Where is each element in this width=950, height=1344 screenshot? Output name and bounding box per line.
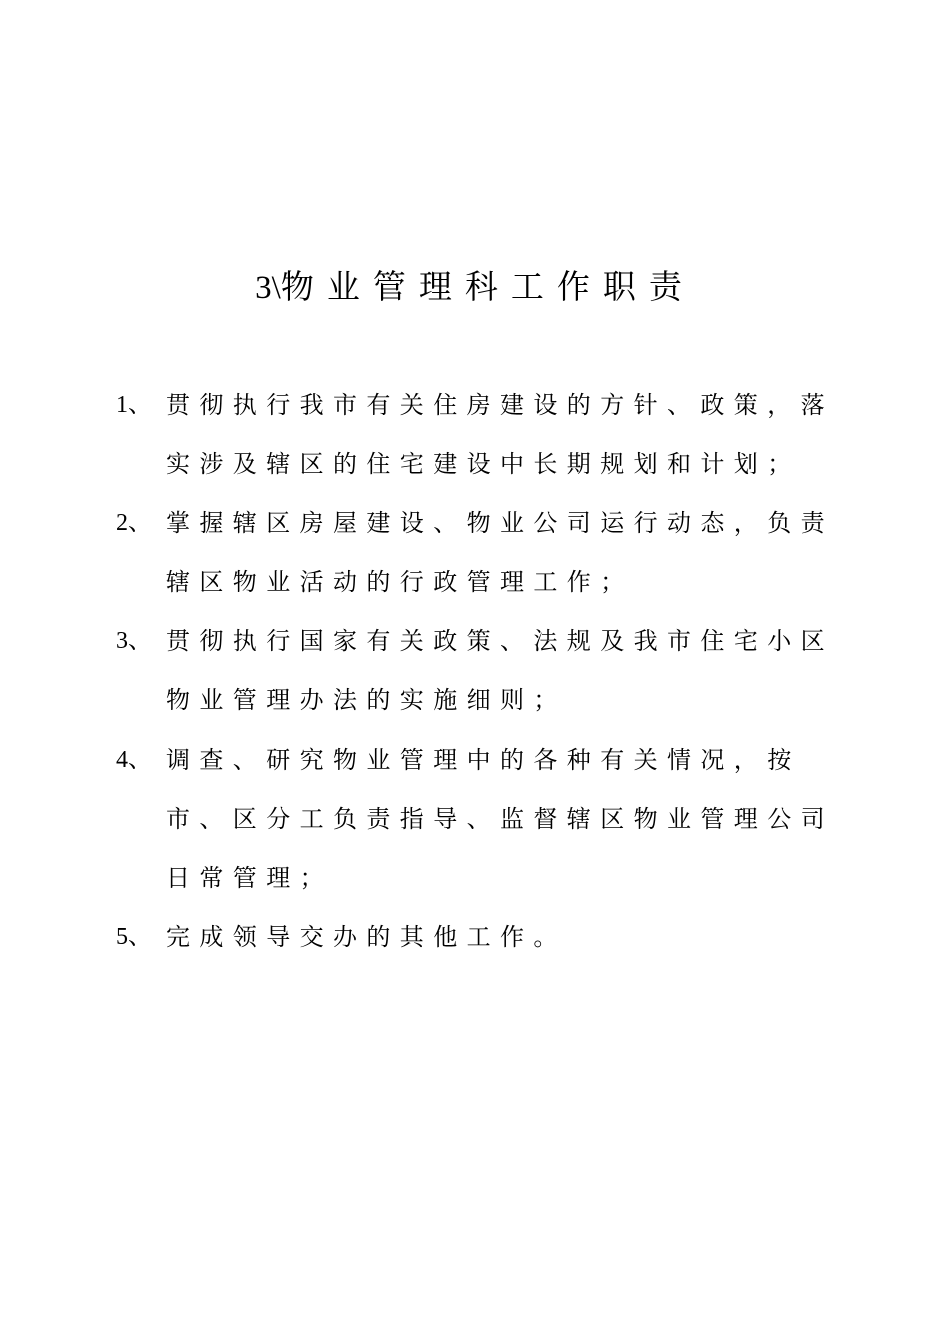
list-item-text: 贯彻执行我市有关住房建设的方针、政策，落实涉及辖区的住宅建设中长期规划和计划；	[166, 391, 834, 478]
list-item-number: 2、	[116, 510, 152, 536]
title-number: 3\	[255, 270, 281, 306]
list-item-number: 5、	[116, 924, 152, 950]
list-item-text: 完成领导交办的其他工作。	[166, 923, 567, 951]
list-item-text: 调查、研究物业管理中的各种有关情况，按市、区分工负责指导、监督辖区物业管理公司日常管理；	[166, 746, 834, 892]
list-item-text: 掌握辖区房屋建设、物业公司运行动态，负责辖区物业活动的行政管理工作；	[166, 509, 834, 596]
list-item-number: 4、	[116, 747, 152, 773]
list-item-number: 3、	[116, 628, 152, 654]
page-title	[0, 262, 950, 313]
list-item-number: 1、	[116, 392, 152, 418]
title-text: 物业管理科工作职责	[280, 267, 695, 306]
list-item-text: 贯彻执行国家有关政策、法规及我市住宅小区物业管理办法的实施细则；	[166, 627, 834, 714]
